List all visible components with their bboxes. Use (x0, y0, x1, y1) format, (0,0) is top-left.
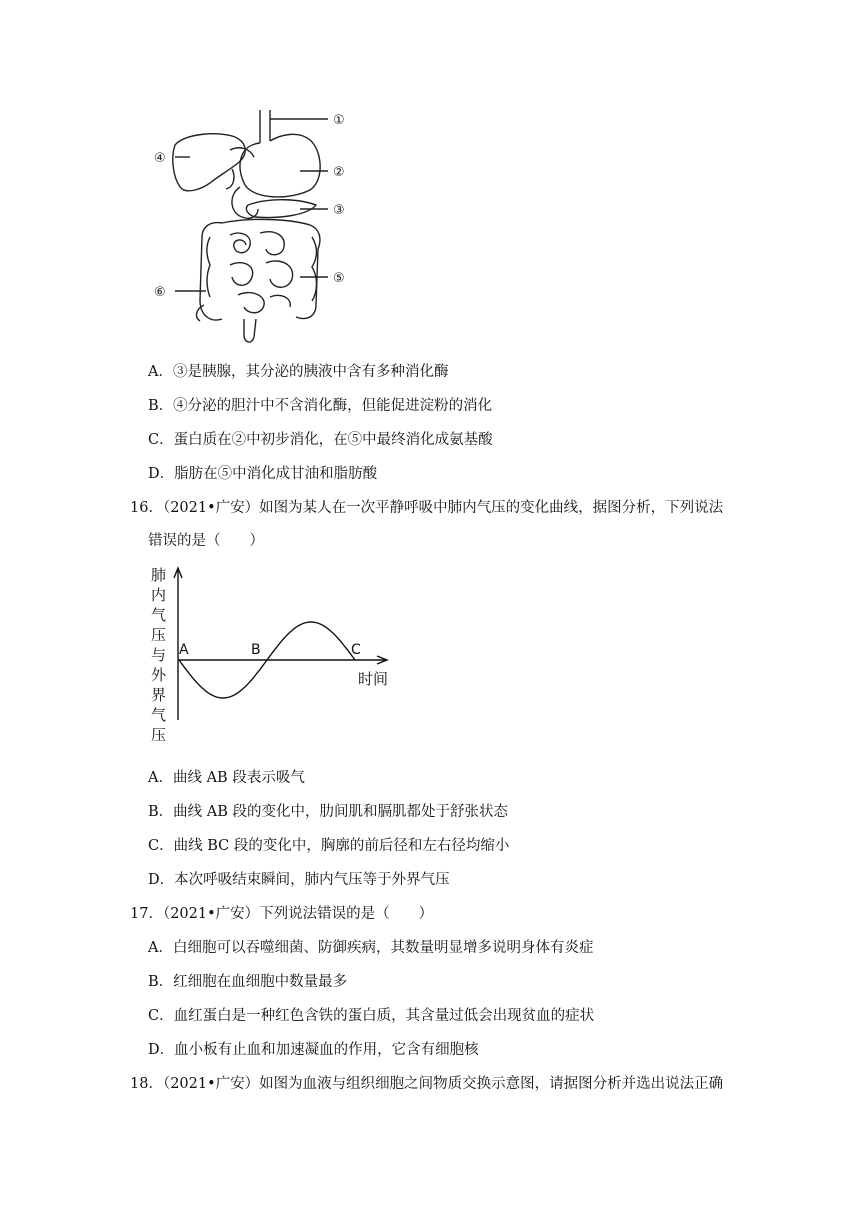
ylabel-char: 与 (151, 646, 167, 664)
q18-stem: 18．（2021•广安）如图为血液与组织细胞之间物质交换示意图，请据图分析并选出说法正确 (130, 1076, 724, 1092)
ylabel-char: 界 (151, 686, 167, 704)
q16-option-c: C．曲线 BC 段的变化中，胸廓的前后径和左右径均缩小 (148, 838, 510, 854)
ylabel-char: 气 (151, 606, 167, 624)
ylabel-char: 肺 (151, 566, 167, 584)
q16-stem-line2: 错误的是（ ） (148, 533, 264, 549)
ylabel-char: 外 (151, 666, 167, 684)
q15-option-b: B．④分泌的胆汁中不含消化酶，但能促进淀粉的消化 (148, 398, 493, 414)
q17-option-d: D．血小板有止血和加速凝血的作用，它含有细胞核 (148, 1042, 479, 1058)
label-3: ③ (333, 203, 345, 218)
ylabel-chars (151, 566, 167, 744)
q15-option-c: C．蛋白质在②中初步消化，在⑤中最终消化成氨基酸 (148, 432, 493, 448)
q16-option-d: D．本次呼吸结束瞬间，肺内气压等于外界气压 (148, 872, 450, 888)
q16-option-a: A．曲线 AB 段表示吸气 (148, 770, 305, 786)
q16-option-b: B．曲线 AB 段的变化中，肋间肌和膈肌都处于舒张状态 (148, 804, 508, 820)
point-label-b: B (251, 642, 261, 658)
x-axis-label: 时间 (358, 670, 389, 688)
q17-option-b: B．红细胞在血细胞中数量最多 (148, 974, 348, 990)
label-4: ④ (154, 151, 166, 166)
q17-option-c: C．血红蛋白是一种红色含铁的蛋白质，其含量过低会出现贫血的症状 (148, 1008, 595, 1024)
label-6: ⑥ (154, 285, 166, 300)
q15-option-d: D．脂肪在⑤中消化成甘油和脂肪酸 (148, 466, 378, 482)
digestive-system-diagram (140, 105, 370, 350)
q16-stem-line1: 16．（2021•广安）如图为某人在一次平静呼吸中肺内气压的变化曲线，据图分析，下列说法 (130, 500, 724, 516)
ylabel-char: 内 (151, 586, 167, 604)
point-label-c: C (351, 642, 361, 658)
label-1: ① (333, 113, 345, 128)
ylabel-char: 气 (151, 706, 167, 724)
q17-stem: 17．（2021•广安）下列说法错误的是（ ） (130, 906, 434, 922)
label-2: ② (333, 165, 345, 180)
point-label-a: A (179, 642, 189, 658)
label-5: ⑤ (333, 271, 345, 286)
q17-option-a: A．白细胞可以吞噬细菌、防御疾病，其数量明显增多说明身体有炎症 (148, 940, 594, 956)
q15-option-a: A．③是胰腺，其分泌的胰液中含有多种消化酶 (148, 364, 449, 380)
pressure-curve-chart (145, 562, 405, 752)
ylabel-char: 压 (151, 726, 167, 744)
ylabel-char: 压 (151, 626, 167, 644)
